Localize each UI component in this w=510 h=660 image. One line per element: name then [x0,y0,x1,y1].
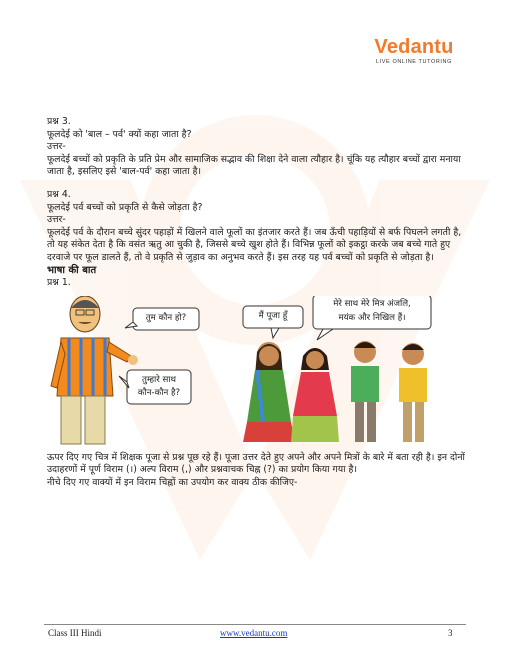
illustration-description: ऊपर दिए गए चित्र में शिक्षक पूजा से प्रश्न पूछ रहे हैं। पूजा उत्तर देते हुए अपने और अपने मित्रों के बारे में बता रही है। इन दोनों उदाहरणों में पूर्ण विराम (।) अल्प विराम (,) और प्रश्नवाचक चिह्न (?) का प्रयोग किया गया है। [47,451,465,476]
answer-3-label: उत्तर- [47,141,66,153]
anjali-figure [291,348,339,442]
answer-3-text: फूलदेई बच्चों को प्रकृति के प्रति प्रेम और सामाजिक सद्भाव की शिक्षा देने वाला त्यौहार है। चूंकि यह त्यौहार बच्चों द्वारा मनाया जाता है, इसलिए इसे 'बाल-पर्व' कहा जाता है। [47,153,461,178]
pooja-figure [243,342,295,442]
teacher-bubble-line-2: कौन-कौन है? [137,387,181,398]
nikhil-figure [399,343,427,442]
question-4-text: फूलदेई पर्व बच्चों को प्रकृति से कैसे जोड़ता है? [47,201,203,213]
page-content [47,116,467,490]
question-3-label: प्रश्न 3. [47,116,71,127]
page-footer [0,624,510,644]
vedantu-logo [366,36,462,65]
footer-class-label: Class III Hindi [48,628,102,638]
logo-wordmark: Vedantu [374,36,454,58]
teacher-bubble-who-are-you: तुम कौन हो? [145,312,187,323]
question-1-label: प्रश्न 1. [47,277,71,289]
pooja-bubble-friends-line-2: मयंक और निखिल हैं। [338,312,406,323]
footer-page-number: 3 [448,628,453,638]
answer-4-text: फूलदेई पर्व के दौरान बच्चे सुंदर पहाड़ों में खिलने वाले फूलों का इंतजार करते हैं। जब ऊँची पहाड़ियों से बर्फ पिघलने लगती है, तो यह संकेत देता है कि वसंत ऋतु आ चुकी है, जिससे बच्चे खुश होते हैं। विभिन्न फूलों को इकट्ठा करके जब बच्चे गाते हुए दरवाजे पर फूल डालते हैं, तो वे प्रकृति से जुड़ाव का अनुभव करते हैं। इस तरह यह पर्व बच्चों को प्रकृति से जोड़ता है। [47,226,462,263]
question-4-label: प्रश्न 4. [47,188,71,200]
pooja-bubble-intro: मैं पूजा हूँ [258,310,288,321]
logo-tagline: LIVE ONLINE TUTORING [376,59,452,65]
teacher-figure [51,296,138,444]
mayank-figure [351,341,379,442]
footer-rule [44,624,466,625]
footer-website-link[interactable]: www.vedantu.com [220,628,288,638]
teacher-students-illustration [47,296,467,446]
pooja-bubble-friends-line-1: मेरे साथ मेरे मित्र अंजलि, [333,298,411,309]
exercise-instruction: नीचे दिए गए वाक्यों में इन विराम चिह्नों का उपयोग कर वाक्य ठीक कीजिए- [47,476,298,488]
question-3-text: फूलदेई को 'बाल – पर्व' क्यों कहा जाता है? [47,128,192,140]
answer-4-label: उत्तर- [47,214,66,226]
teacher-bubble-line-1: तुम्हारे साथ [141,374,177,385]
section-heading: भाषा की बात [47,264,97,276]
